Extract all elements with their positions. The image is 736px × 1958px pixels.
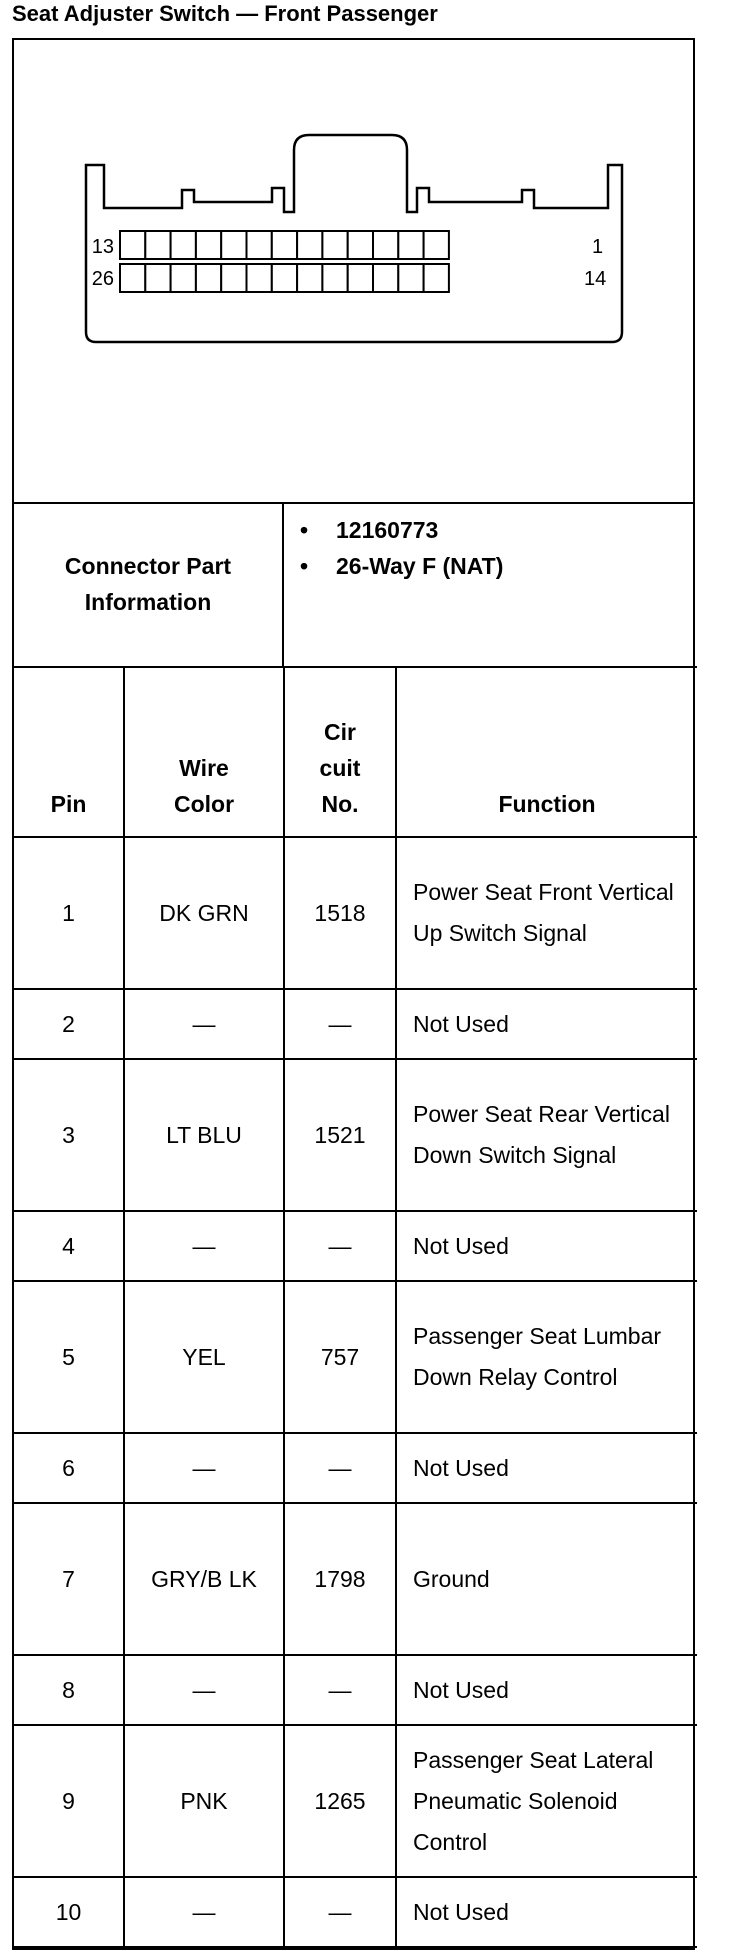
circuit-cell: — [284,1433,396,1503]
circuit-cell: 1798 [284,1503,396,1655]
wire-color-cell: PNK [124,1725,284,1877]
wire-color-cell: GRY/B LK [124,1503,284,1655]
pin-cavity [221,264,246,292]
wire-color-cell: — [124,1877,284,1947]
pin-label-1: 1 [592,236,604,258]
function-cell: Not Used [396,1655,697,1725]
wire-color-cell: YEL [124,1281,284,1433]
circuit-cell: 1521 [284,1059,396,1211]
circuit-cell: 1265 [284,1725,396,1877]
connector-face-drawing [14,40,697,502]
wire-color-cell: — [124,1211,284,1281]
function-cell: Power Seat Rear Vertical Down Switch Signal [396,1059,697,1211]
header-wire-color: Wire Color [124,667,284,837]
table-row [14,1655,697,1725]
table-row [14,1211,697,1281]
part-number: • 12160773 [300,512,503,548]
pin-cavity [373,264,398,292]
pin-cavity [196,231,221,259]
pin-label-13: 13 [91,236,114,258]
circuit-cell: — [284,1211,396,1281]
header-row [14,667,697,837]
pin-cavity [120,231,145,259]
pin-cavity [348,231,373,259]
pin-cavity [322,231,347,259]
circuit-cell: — [284,1877,396,1947]
table-row [14,1725,697,1877]
pin-cavity [145,231,170,259]
pin-cavity [247,231,272,259]
pin-cavity [373,231,398,259]
part-info-label: Connector Part Information [14,502,284,666]
pin-cavity [272,231,297,259]
part-info-list [300,512,503,584]
function-cell: Not Used [396,1433,697,1503]
connector-type: • 26-Way F (NAT) [300,548,503,584]
circuit-cell: 1518 [284,837,396,989]
pin-cavity [272,264,297,292]
pin-cavity [398,264,423,292]
pin-cavity [348,264,373,292]
table-row [14,989,697,1059]
pin-cavity [398,231,423,259]
pin-cavity [322,264,347,292]
pin-cell: 1 [14,837,124,989]
pin-cell: 7 [14,1503,124,1655]
wire-color-cell: LT BLU [124,1059,284,1211]
connector-part-information [14,502,693,668]
circuit-cell: — [284,989,396,1059]
table-row [14,1281,697,1433]
page-title: Seat Adjuster Switch — Front Passenger [12,1,438,26]
pin-cell: 9 [14,1725,124,1877]
connector-diagram [14,40,693,504]
pin-cavity [171,264,196,292]
pin-cell: 2 [14,989,124,1059]
pin-cell: 5 [14,1281,124,1433]
function-cell: Passenger Seat Lateral Pneumatic Solenoid Control [396,1725,697,1877]
pin-label-26: 26 [91,268,114,290]
pin-cavity [247,264,272,292]
pin-cavity [221,231,246,259]
pin-cavity [171,231,196,259]
pin-cell: 4 [14,1211,124,1281]
pin-cavity [297,231,322,259]
pin-cavity [424,264,449,292]
circuit-cell: 757 [284,1281,396,1433]
pin-cavity [297,264,322,292]
pin-cavity [424,231,449,259]
wire-color-cell: — [124,989,284,1059]
pin-cell: 10 [14,1877,124,1947]
pin-cell: 8 [14,1655,124,1725]
header-function: Function [396,667,697,837]
table-row [14,1059,697,1211]
wire-color-cell: — [124,1433,284,1503]
function-cell: Ground [396,1503,697,1655]
function-cell: Power Seat Front Vertical Up Switch Signal [396,837,697,989]
pin-cavity [145,264,170,292]
header-circuit: Cir cuit No. [284,667,396,837]
pin-cell: 6 [14,1433,124,1503]
function-cell: Not Used [396,1211,697,1281]
pin-label-14: 14 [584,268,607,290]
wire-color-cell: DK GRN [124,837,284,989]
wire-color-cell: — [124,1655,284,1725]
pin-cavity [120,264,145,292]
pin-cell: 3 [14,1059,124,1211]
pin-cavities [120,231,449,292]
connector-table-frame [12,38,695,1950]
table-row [14,1503,697,1655]
pin-cavity [196,264,221,292]
function-cell: Not Used [396,989,697,1059]
function-cell: Passenger Seat Lumbar Down Relay Control [396,1281,697,1433]
pinout-table [14,666,697,1948]
function-cell: Not Used [396,1877,697,1947]
table-row [14,1877,697,1947]
table-row [14,1433,697,1503]
table-row [14,837,697,989]
circuit-cell: — [284,1655,396,1725]
header-pin: Pin [14,667,124,837]
